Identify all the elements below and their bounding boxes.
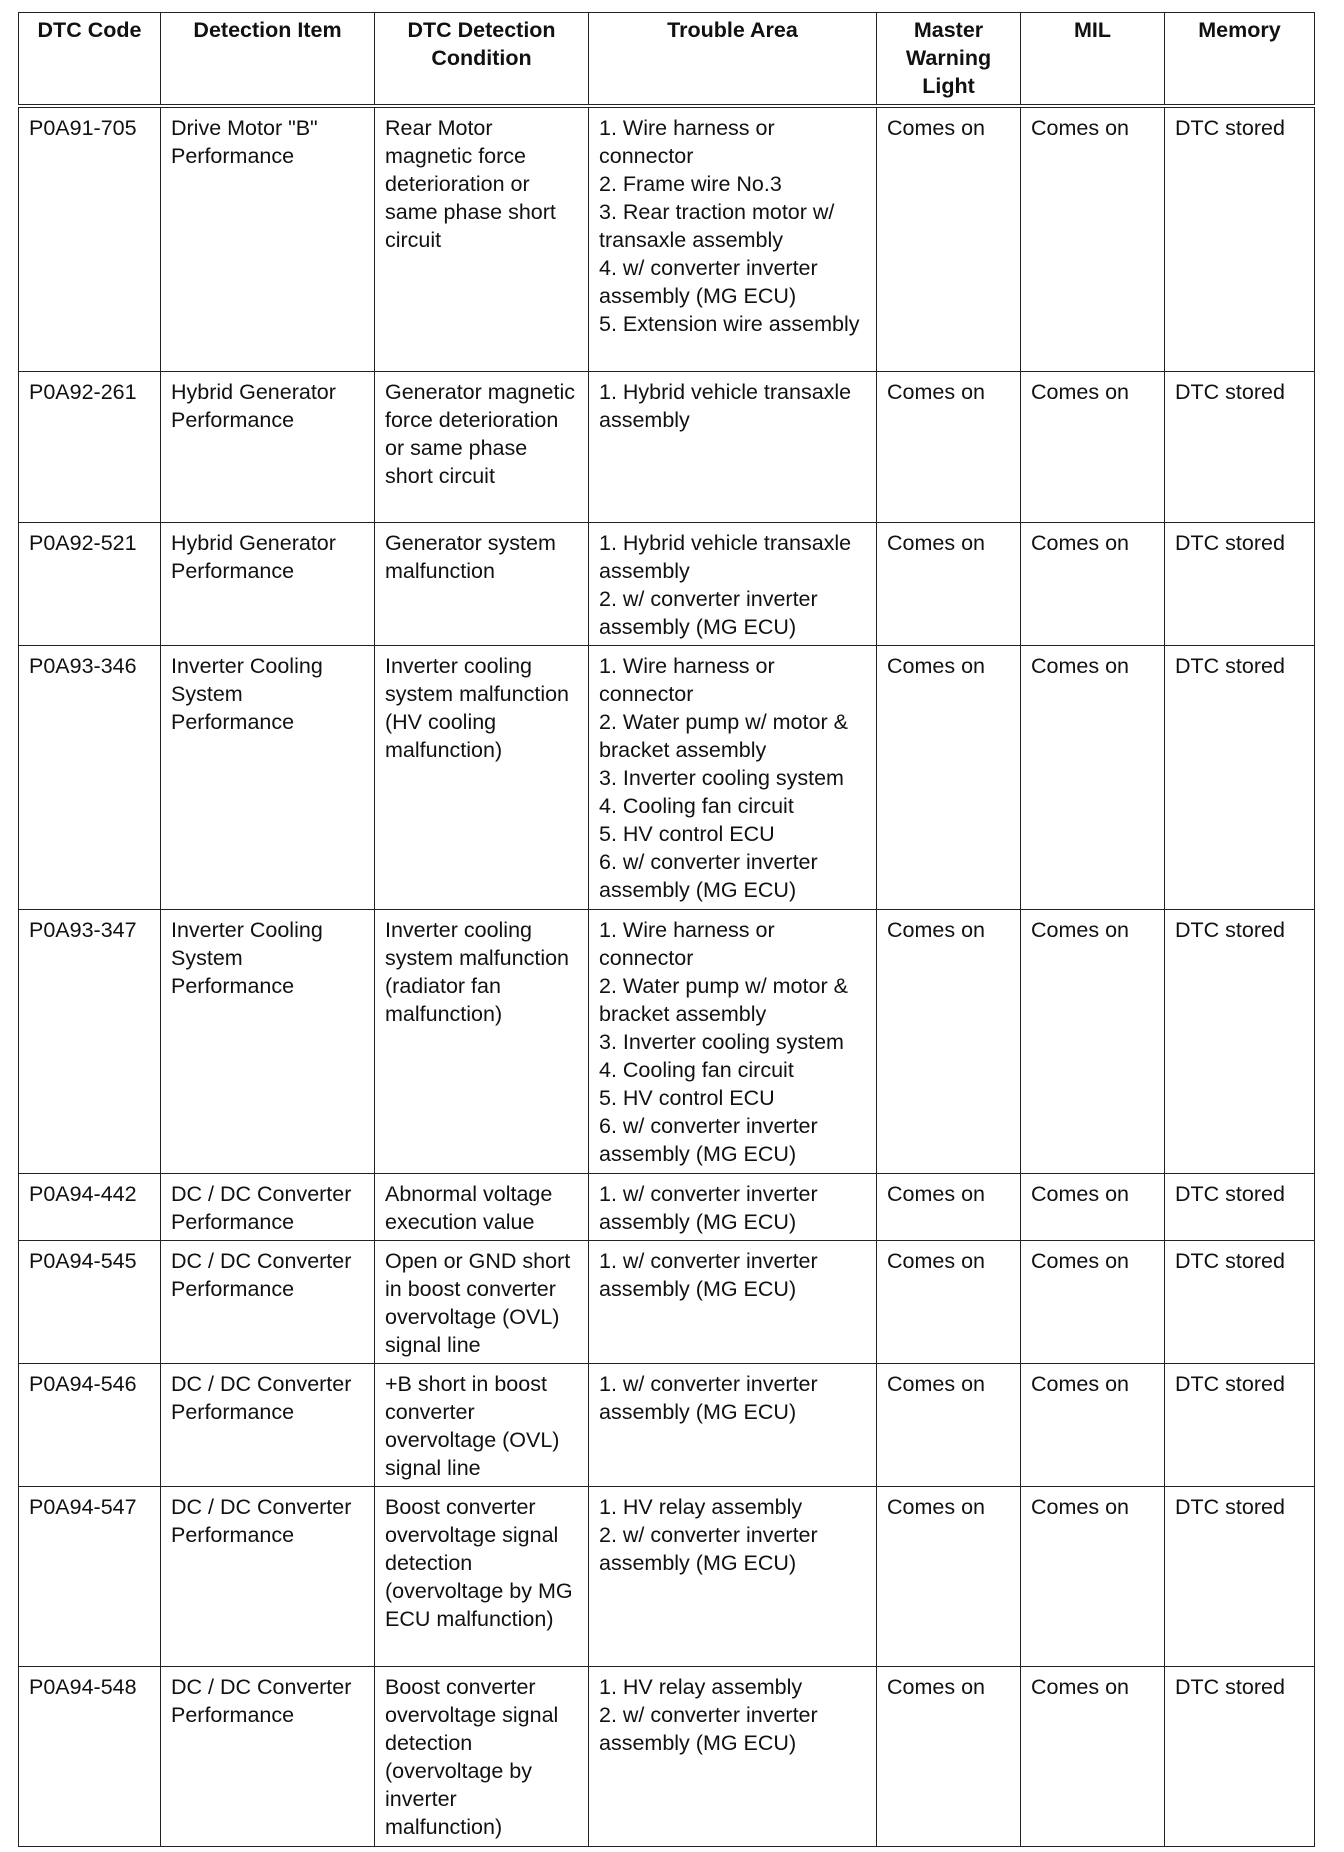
cell-master-warning-light: Comes on [877,1486,1021,1666]
cell-dtc-code: P0A91-705 [19,106,161,371]
table-row [19,909,1315,1173]
cell-mil: Comes on [1021,1363,1165,1486]
cell-mil: Comes on [1021,1240,1165,1363]
cell-dtc-code: P0A94-546 [19,1363,161,1486]
cell-trouble-area [589,371,877,522]
header-memory: Memory [1165,13,1315,107]
cell-mil: Comes on [1021,371,1165,522]
table-row [19,371,1315,522]
trouble-area-line: 1. HV relay assembly [599,1674,803,1699]
cell-detection-condition: +B short in boost converter overvoltage (OVL) signal line [375,1363,589,1486]
cell-trouble-area [589,645,877,909]
cell-trouble-area [589,106,877,371]
cell-mil: Comes on [1021,909,1165,1173]
trouble-area-line: 2. Frame wire No.3 [599,172,782,196]
trouble-area-line: 5. HV control ECU [599,821,775,846]
trouble-area-line: 4. w/ converter inverter assembly (MG ECU) [599,256,818,308]
cell-master-warning-light: Comes on [877,645,1021,909]
trouble-area-line: 1. Hybrid vehicle transaxle assembly [599,379,852,432]
cell-detection-condition: Inverter cooling system malfunction (radiator fan malfunction) [375,909,589,1173]
cell-detection-item: Inverter Cooling System Performance [161,645,375,909]
cell-detection-condition: Generator magnetic force deterioration or same phase short circuit [375,371,589,522]
cell-mil: Comes on [1021,1666,1165,1846]
cell-master-warning-light: Comes on [877,1173,1021,1240]
table-body [19,106,1315,1846]
cell-trouble-area [589,1666,877,1846]
dtc-table-sheet [18,12,1315,1847]
trouble-area-line: 5. Extension wire assembly [599,312,860,336]
cell-detection-condition: Inverter cooling system malfunction (HV cooling malfunction) [375,645,589,909]
cell-memory: DTC stored [1165,1173,1315,1240]
cell-trouble-area [589,1240,877,1363]
cell-master-warning-light: Comes on [877,909,1021,1173]
trouble-area-line: 1. Wire harness or connector [599,116,775,168]
cell-memory: DTC stored [1165,1486,1315,1666]
table-row [19,1363,1315,1486]
table-row [19,1666,1315,1846]
table-row [19,1173,1315,1240]
trouble-area-line: 1. w/ converter inverter assembly (MG ECU) [599,1371,818,1424]
cell-detection-item: Drive Motor "B" Performance [161,106,375,371]
cell-detection-item: DC / DC Converter Performance [161,1240,375,1363]
cell-detection-condition: Generator system malfunction [375,522,589,645]
trouble-area-line: 1. Wire harness or connector [599,917,775,970]
cell-detection-item: DC / DC Converter Performance [161,1173,375,1240]
trouble-area-line: 4. Cooling fan circuit [599,793,794,818]
table-row [19,645,1315,909]
cell-dtc-code: P0A94-442 [19,1173,161,1240]
cell-detection-item: DC / DC Converter Performance [161,1666,375,1846]
cell-detection-item: Inverter Cooling System Performance [161,909,375,1173]
cell-detection-condition: Rear Motor magnetic force deterioration or same phase short circuit [375,106,589,371]
trouble-area-line: 5. HV control ECU [599,1085,775,1110]
cell-memory: DTC stored [1165,106,1315,371]
trouble-area-line: 2. Water pump w/ motor & bracket assembly [599,973,848,1026]
cell-dtc-code: P0A94-545 [19,1240,161,1363]
cell-trouble-area [589,909,877,1173]
cell-mil: Comes on [1021,522,1165,645]
trouble-area-line: 1. Hybrid vehicle transaxle assembly [599,530,852,583]
trouble-area-line: 6. w/ converter inverter assembly (MG ECU) [599,849,818,902]
cell-memory: DTC stored [1165,371,1315,522]
cell-dtc-code: P0A92-261 [19,371,161,522]
table-row [19,1240,1315,1363]
cell-master-warning-light: Comes on [877,371,1021,522]
trouble-area-line: 3. Rear traction motor w/ transaxle assembly [599,200,835,252]
header-mil: MIL [1021,13,1165,107]
cell-trouble-area [589,1173,877,1240]
cell-mil: Comes on [1021,1486,1165,1666]
cell-master-warning-light: Comes on [877,1666,1021,1846]
cell-memory: DTC stored [1165,1666,1315,1846]
table-row [19,106,1315,371]
cell-memory: DTC stored [1165,1363,1315,1486]
cell-memory: DTC stored [1165,909,1315,1173]
cell-master-warning-light: Comes on [877,106,1021,371]
trouble-area-line: 3. Inverter cooling system [599,1029,844,1054]
cell-detection-condition: Abnormal voltage execution value [375,1173,589,1240]
trouble-area-line: 2. w/ converter inverter assembly (MG ECU) [599,1522,818,1575]
trouble-area-line: 1. w/ converter inverter assembly (MG ECU) [599,1181,818,1234]
cell-detection-item: Hybrid Generator Performance [161,522,375,645]
cell-detection-condition: Boost converter overvoltage signal detection (overvoltage by inverter malfunction) [375,1666,589,1846]
header-trouble-area: Trouble Area [589,13,877,107]
table-row [19,522,1315,645]
trouble-area-line: 2. w/ converter inverter assembly (MG ECU) [599,586,818,639]
cell-memory: DTC stored [1165,1240,1315,1363]
cell-master-warning-light: Comes on [877,1240,1021,1363]
cell-memory: DTC stored [1165,522,1315,645]
header-row [19,13,1315,107]
trouble-area-line: 3. Inverter cooling system [599,765,844,790]
trouble-area-line: 2. Water pump w/ motor & bracket assembly [599,709,848,762]
cell-dtc-code: P0A94-548 [19,1666,161,1846]
trouble-area-line: 6. w/ converter inverter assembly (MG ECU) [599,1113,818,1166]
dtc-table [18,12,1315,1847]
header-master-warning-light: Master Warning Light [877,13,1021,107]
cell-detection-condition: Open or GND short in boost converter overvoltage (OVL) signal line [375,1240,589,1363]
trouble-area-line: 1. HV relay assembly [599,1494,803,1519]
cell-trouble-area [589,1486,877,1666]
cell-dtc-code: P0A94-547 [19,1486,161,1666]
cell-detection-condition: Boost converter overvoltage signal detection (overvoltage by MG ECU malfunction) [375,1486,589,1666]
cell-detection-item: DC / DC Converter Performance [161,1486,375,1666]
trouble-area-line: 1. w/ converter inverter assembly (MG ECU) [599,1248,818,1301]
cell-memory: DTC stored [1165,645,1315,909]
header-dtc-code: DTC Code [19,13,161,107]
cell-trouble-area [589,1363,877,1486]
trouble-area-line: 1. Wire harness or connector [599,653,775,706]
cell-detection-item: Hybrid Generator Performance [161,371,375,522]
cell-detection-item: DC / DC Converter Performance [161,1363,375,1486]
trouble-area-line: 4. Cooling fan circuit [599,1057,794,1082]
cell-dtc-code: P0A93-346 [19,645,161,909]
header-detection-item: Detection Item [161,13,375,107]
table-header [19,13,1315,107]
header-detection-condition: DTC Detection Condition [375,13,589,107]
cell-master-warning-light: Comes on [877,1363,1021,1486]
cell-dtc-code: P0A92-521 [19,522,161,645]
cell-mil: Comes on [1021,645,1165,909]
cell-master-warning-light: Comes on [877,522,1021,645]
table-row [19,1486,1315,1666]
cell-mil: Comes on [1021,106,1165,371]
cell-dtc-code: P0A93-347 [19,909,161,1173]
cell-mil: Comes on [1021,1173,1165,1240]
trouble-area-line: 2. w/ converter inverter assembly (MG ECU) [599,1702,818,1755]
cell-trouble-area [589,522,877,645]
